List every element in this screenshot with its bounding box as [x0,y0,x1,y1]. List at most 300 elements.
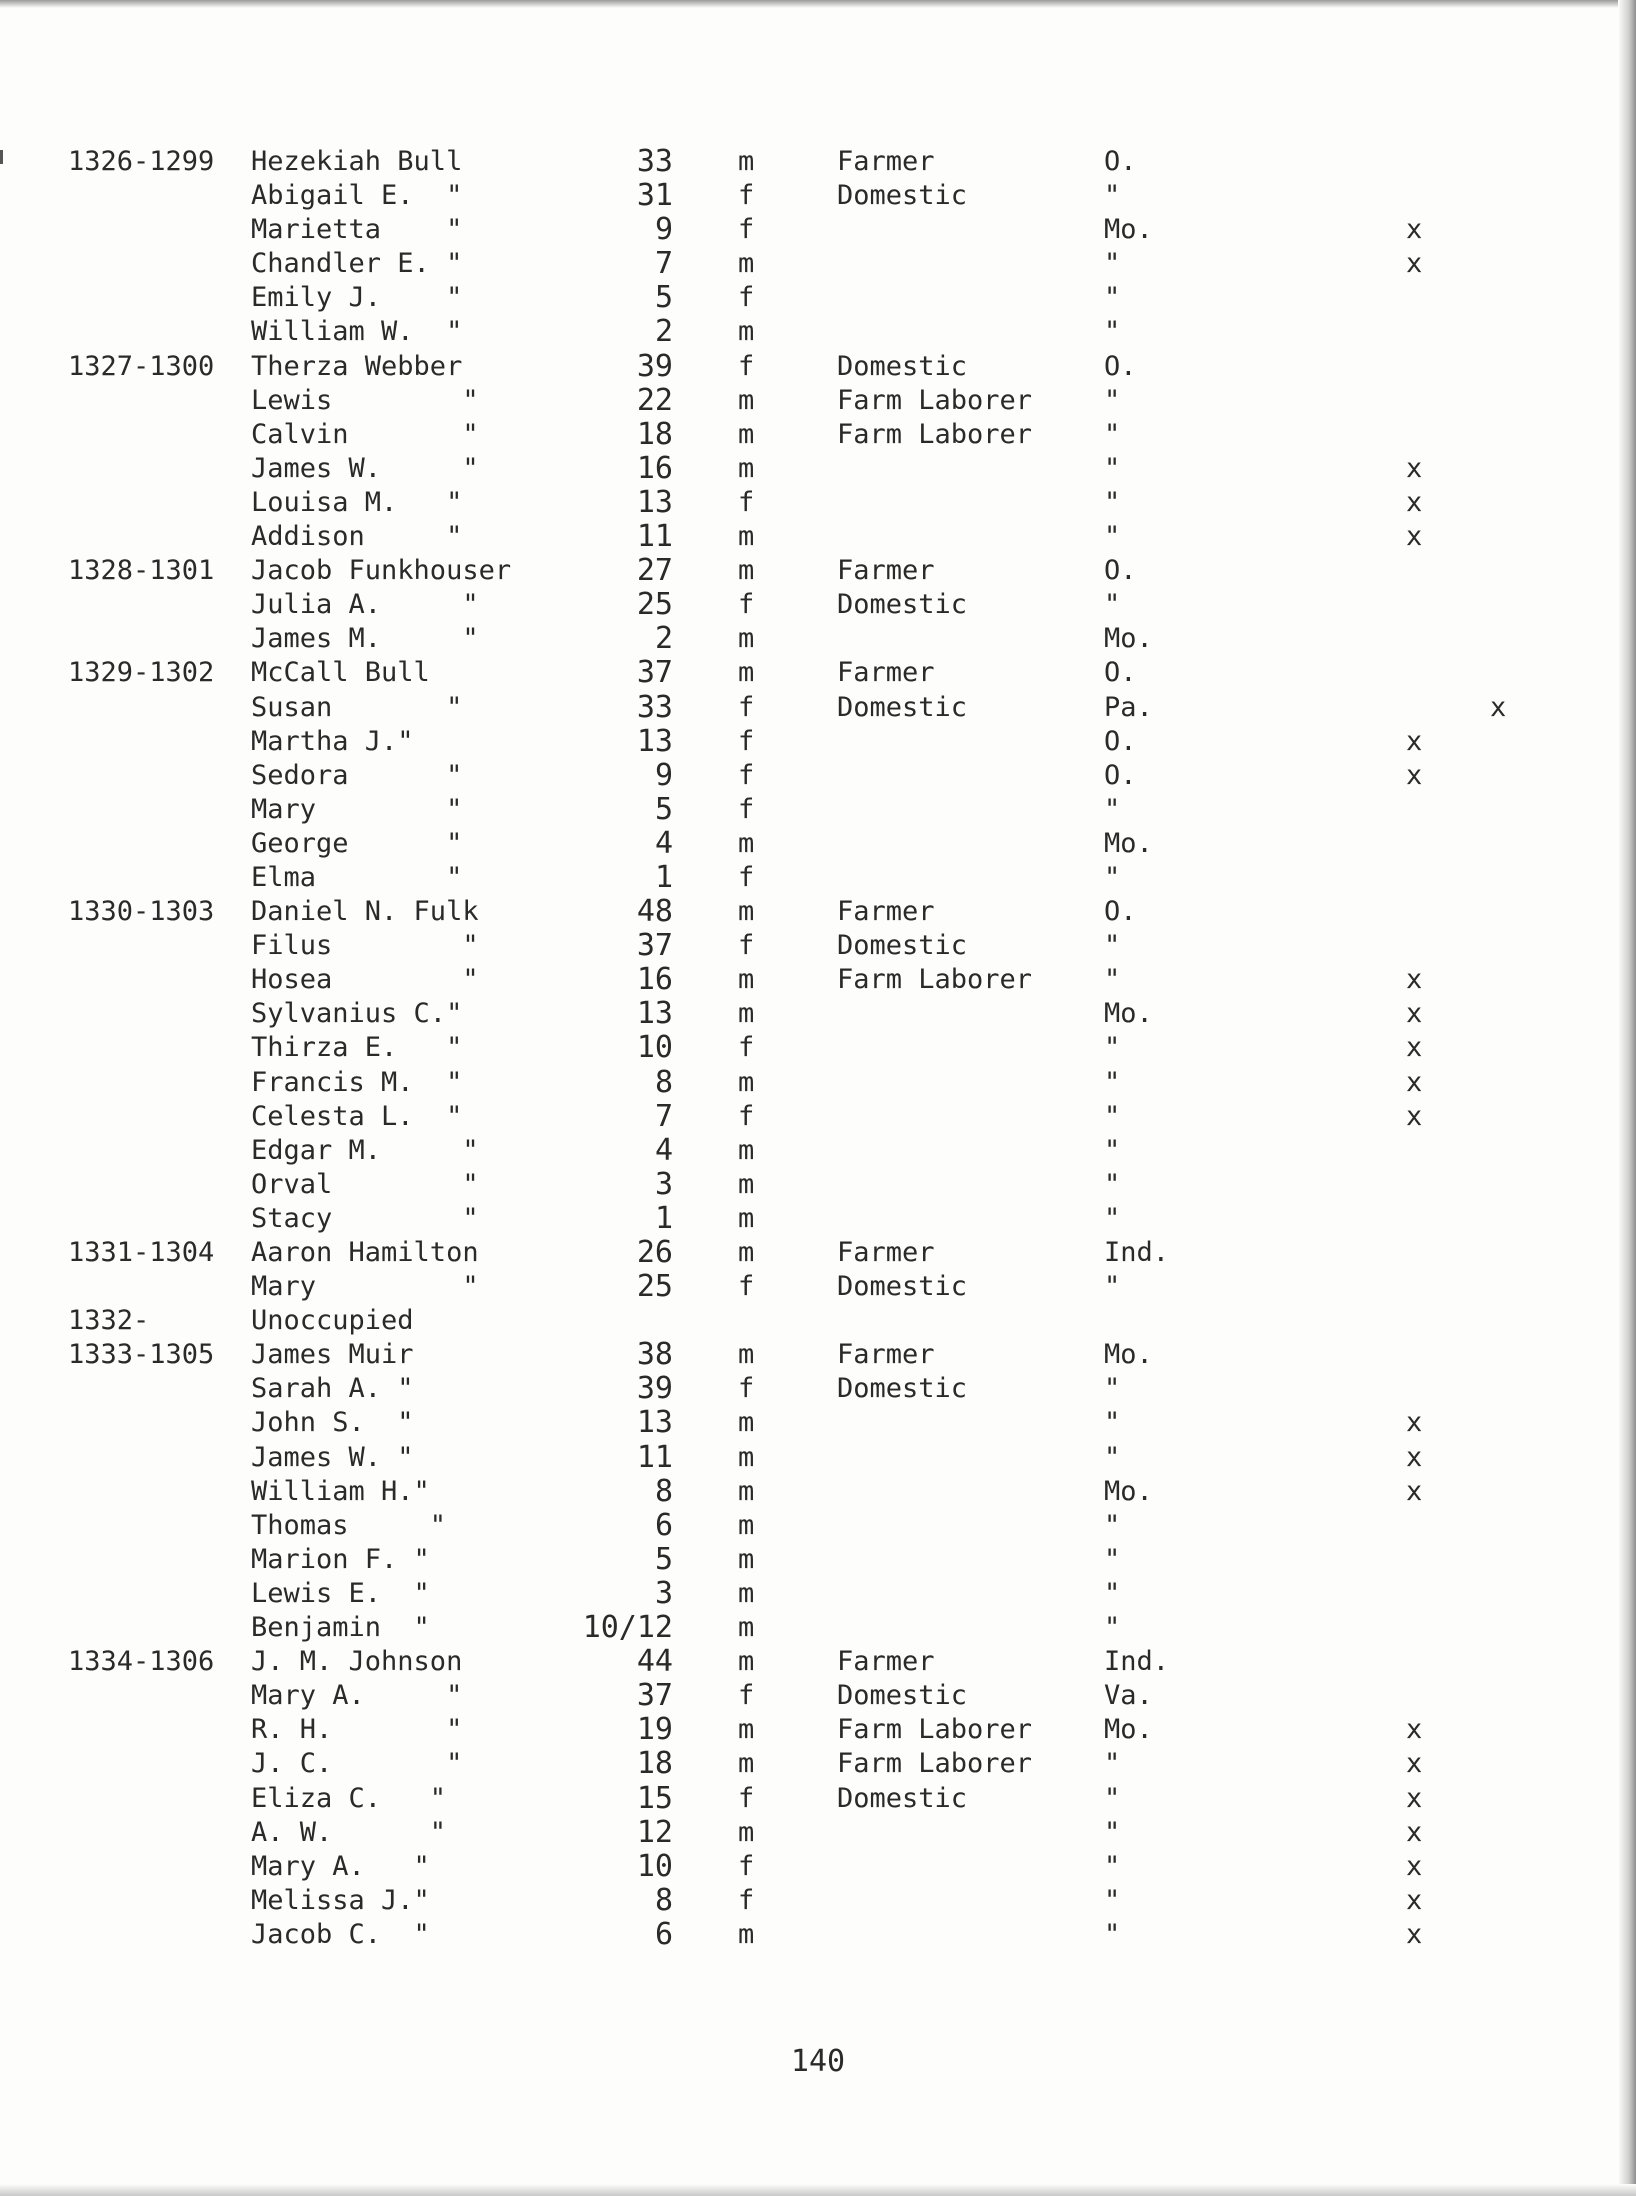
school-mark: x [1406,1407,1423,1439]
table-row [0,656,1620,690]
sex-value: f [738,1850,755,1882]
birthplace-value: O. [1104,657,1137,689]
age-value: 37 [636,928,673,964]
occupation-value: Farmer [837,1339,935,1371]
table-row [0,759,1620,793]
sex-value: f [738,350,755,382]
table-row [0,1782,1620,1816]
school-mark: x [1406,1475,1423,1507]
sex-value: m [738,827,755,859]
age-value: 5 [654,1541,673,1577]
age-value: 15 [636,1780,673,1816]
sex-value: f [738,1100,755,1132]
birthplace-value: " [1104,1441,1121,1473]
table-row [0,1679,1620,1713]
birthplace-value: " [1104,521,1121,553]
sex-value: m [738,146,755,177]
person-name: Hezekiah Bull [251,146,463,177]
age-value: 16 [636,962,673,998]
birthplace-value: " [1104,1202,1121,1234]
school-mark: x [1406,1884,1423,1916]
sex-value: m [738,1202,755,1234]
sex-value: f [738,1884,755,1916]
person-name: James W. " [251,452,479,484]
sex-value: f [738,725,755,757]
birthplace-value: " [1104,1577,1121,1609]
person-name: Benjamin " [251,1612,430,1644]
age-value: 8 [654,1882,673,1918]
birthplace-value: O. [1104,146,1137,177]
school-mark: x [1406,248,1423,280]
table-row [0,1406,1620,1440]
person-name: Mary " [251,1271,479,1303]
sex-value: m [738,1816,755,1848]
person-name: Jacob Funkhouser [251,555,512,587]
occupation-value: Farmer [837,896,935,928]
person-name: J. M. Johnson [251,1646,463,1678]
sex-value: f [738,861,755,893]
person-name: Francis M. " [251,1066,463,1098]
sex-value: m [738,1509,755,1541]
age-value: 19 [636,1712,673,1748]
person-name: Unoccupied [251,1305,414,1337]
extra-mark: x [1490,691,1507,723]
occupation-value: Farm Laborer [837,384,1033,416]
table-row [0,691,1620,725]
person-name: Melissa J." [251,1884,430,1916]
sex-value: f [738,1782,755,1814]
occupation-value: Domestic [837,350,968,382]
birthplace-value: Va. [1104,1680,1153,1712]
table-row [0,247,1620,281]
person-name: James Muir [251,1339,414,1371]
person-name: Sylvanius C." [251,998,463,1030]
age-value: 6 [654,1507,673,1543]
person-name: Edgar M. " [251,1134,479,1166]
person-name: Abigail E. " [251,180,463,212]
sex-value: f [738,1271,755,1303]
age-value: 11 [636,519,673,555]
age-value: 44 [636,1644,673,1680]
person-name: Calvin " [251,418,479,450]
birthplace-value: Mo. [1104,623,1153,655]
dwelling-family-number: 1328-1301 [68,555,215,587]
birthplace-value: " [1104,930,1121,962]
birthplace-value: Pa. [1104,691,1153,723]
page-number: 140 [790,2044,846,2079]
table-row [0,1372,1620,1406]
age-value: 4 [654,1132,673,1168]
sex-value: m [738,1475,755,1507]
age-value: 39 [636,348,673,384]
person-name: Filus " [251,930,479,962]
sex-value: m [738,896,755,928]
age-value: 18 [636,416,673,452]
table-row [0,452,1620,486]
sex-value: m [738,1407,755,1439]
sex-value: m [738,1543,755,1575]
person-name: Mary " [251,793,463,825]
sex-value: f [738,589,755,621]
birthplace-value: " [1104,248,1121,280]
age-value: 27 [636,553,673,589]
age-value: 13 [636,996,673,1032]
table-row [0,145,1620,179]
age-value: 31 [636,178,673,214]
table-row [0,1202,1620,1236]
occupation-value: Domestic [837,930,968,962]
birthplace-value: " [1104,180,1121,212]
scan-right-edge [1618,0,1636,2196]
table-row [0,1168,1620,1202]
sex-value: m [738,418,755,450]
school-mark: x [1406,1748,1423,1780]
person-name: James M. " [251,623,479,655]
birthplace-value: " [1104,1373,1121,1405]
person-name: Jacob C. " [251,1918,430,1950]
birthplace-value: " [1104,384,1121,416]
age-value: 3 [654,1166,673,1202]
person-name: Eliza C. " [251,1782,447,1814]
table-row [0,1236,1620,1270]
table-row [0,895,1620,929]
school-mark: x [1406,486,1423,518]
sex-value: f [738,759,755,791]
age-value: 1 [654,859,673,895]
sex-value: m [738,1339,755,1371]
birthplace-value: Ind. [1104,1237,1170,1268]
age-value: 18 [636,1746,673,1782]
table-row [0,315,1620,349]
sex-value: m [738,1441,755,1473]
person-name: Martha J." [251,725,414,757]
person-name: William W. " [251,316,463,348]
age-value: 10 [636,1030,673,1066]
table-row [0,1884,1620,1918]
person-name: James W. " [251,1441,414,1473]
school-mark: x [1406,1714,1423,1746]
birthplace-value: " [1104,1782,1121,1814]
sex-value: m [738,316,755,348]
age-value: 12 [636,1814,673,1850]
birthplace-value: " [1104,1100,1121,1132]
person-name: Sarah A. " [251,1373,414,1405]
dwelling-family-number: 1331-1304 [68,1237,215,1268]
age-value: 6 [654,1916,673,1952]
table-row [0,622,1620,656]
table-row [0,554,1620,588]
dwelling-family-number: 1330-1303 [68,896,215,928]
person-name: Orval " [251,1168,479,1200]
birthplace-value: O. [1104,350,1137,382]
table-row [0,793,1620,827]
table-row [0,520,1620,554]
table-row [0,1816,1620,1850]
birthplace-value: " [1104,1918,1121,1950]
birthplace-value: " [1104,793,1121,825]
age-value: 9 [654,757,673,793]
person-name: Addison " [251,521,463,553]
dwelling-family-number: 1333-1305 [68,1339,215,1371]
table-row [0,179,1620,213]
occupation-value: Farm Laborer [837,1748,1033,1780]
person-name: Louisa M. " [251,486,463,518]
person-name: Lewis " [251,384,479,416]
table-row [0,1850,1620,1884]
age-value: 33 [636,144,673,179]
age-value: 7 [654,246,673,282]
birthplace-value: Mo. [1104,1339,1153,1371]
birthplace-value: " [1104,1816,1121,1848]
table-row [0,418,1620,452]
person-name: Daniel N. Fulk [251,896,479,928]
sex-value: m [738,555,755,587]
birthplace-value: " [1104,1407,1121,1439]
table-row [0,1066,1620,1100]
sex-value: f [738,282,755,314]
sex-value: f [738,486,755,518]
birthplace-value: " [1104,486,1121,518]
occupation-value: Farm Laborer [837,418,1033,450]
birthplace-value: Ind. [1104,1646,1170,1678]
age-value: 13 [636,1405,673,1441]
birthplace-value: Mo. [1104,1475,1153,1507]
occupation-value: Farmer [837,555,935,587]
table-row [0,1611,1620,1645]
birthplace-value: " [1104,1612,1121,1644]
sex-value: f [738,214,755,246]
birthplace-value: " [1104,452,1121,484]
sex-value: m [738,1748,755,1780]
birthplace-value: " [1104,589,1121,621]
age-value: 39 [636,1371,673,1407]
table-row [0,1338,1620,1372]
table-row [0,963,1620,997]
age-value: 1 [654,1200,673,1236]
person-name: R. H. " [251,1714,463,1746]
scan-bottom-edge [0,2184,1636,2196]
person-name: Mary A. " [251,1850,430,1882]
census-table [0,145,1620,1952]
sex-value: m [738,1134,755,1166]
birthplace-value: " [1104,861,1121,893]
table-row [0,588,1620,622]
table-row [0,1475,1620,1509]
age-value: 11 [636,1439,673,1475]
sex-value: m [738,1237,755,1268]
table-row [0,1577,1620,1611]
person-name: Therza Webber [251,350,463,382]
dwelling-family-number: 1329-1302 [68,657,215,689]
person-name: Susan " [251,691,463,723]
person-name: Marietta " [251,214,463,246]
table-row [0,827,1620,861]
person-name: A. W. " [251,1816,447,1848]
table-row [0,1645,1620,1679]
birthplace-value: " [1104,1543,1121,1575]
table-row [0,725,1620,759]
birthplace-value: O. [1104,555,1137,587]
birthplace-value: " [1104,1509,1121,1541]
person-name: Julia A. " [251,589,479,621]
birthplace-value: " [1104,316,1121,348]
sex-value: f [738,1680,755,1712]
sex-value: m [738,964,755,996]
occupation-value: Domestic [837,1373,968,1405]
sex-value: f [738,793,755,825]
age-value: 26 [636,1235,673,1270]
school-mark: x [1406,214,1423,246]
person-name: Thomas " [251,1509,447,1541]
school-mark: x [1406,998,1423,1030]
sex-value: m [738,521,755,553]
person-name: Emily J. " [251,282,463,314]
occupation-value: Farm Laborer [837,964,1033,996]
birthplace-value: " [1104,1884,1121,1916]
table-row [0,1713,1620,1747]
age-value: 9 [654,212,673,248]
age-value: 25 [636,587,673,623]
table-row [0,213,1620,247]
school-mark: x [1406,452,1423,484]
age-value: 7 [654,1098,673,1134]
age-value: 2 [654,314,673,350]
table-row [0,281,1620,315]
table-row [0,350,1620,384]
dwelling-family-number: 1326-1299 [68,146,215,177]
birthplace-value: " [1104,964,1121,996]
school-mark: x [1406,1066,1423,1098]
sex-value: m [738,452,755,484]
school-mark: x [1406,1816,1423,1848]
person-name: John S. " [251,1407,414,1439]
table-row [0,384,1620,418]
sex-value: m [738,384,755,416]
person-name: Elma " [251,861,463,893]
age-value: 25 [636,1269,673,1305]
person-name: Mary A. " [251,1680,463,1712]
table-row [0,1304,1620,1338]
sex-value: m [738,998,755,1030]
table-row [0,997,1620,1031]
sex-value: m [738,1714,755,1746]
school-mark: x [1406,1441,1423,1473]
occupation-value: Domestic [837,180,968,212]
occupation-value: Domestic [837,1782,968,1814]
person-name: Chandler E. " [251,248,463,280]
occupation-value: Farmer [837,657,935,689]
occupation-value: Farmer [837,1237,935,1268]
birthplace-value: " [1104,1168,1121,1200]
sex-value: m [738,657,755,689]
school-mark: x [1406,1782,1423,1814]
sex-value: m [738,1577,755,1609]
birthplace-value: " [1104,1271,1121,1303]
person-name: Sedora " [251,759,463,791]
age-value: 38 [636,1337,673,1373]
table-row [0,486,1620,520]
school-mark: x [1406,1032,1423,1064]
person-name: Thirza E. " [251,1032,463,1064]
occupation-value: Domestic [837,691,968,723]
person-name: Marion F. " [251,1543,430,1575]
table-row [0,1031,1620,1065]
table-row [0,861,1620,895]
age-value: 16 [636,450,673,486]
age-value: 13 [636,723,673,759]
birthplace-value: O. [1104,759,1137,791]
school-mark: x [1406,1918,1423,1950]
birthplace-value: Mo. [1104,827,1153,859]
age-value: 8 [654,1064,673,1100]
age-value: 22 [636,382,673,418]
occupation-value: Domestic [837,1271,968,1303]
age-value: 8 [654,1473,673,1509]
birthplace-value: " [1104,1748,1121,1780]
sex-value: m [738,1646,755,1678]
birthplace-value: O. [1104,725,1137,757]
person-name: Lewis E. " [251,1577,430,1609]
sex-value: f [738,180,755,212]
person-name: J. C. " [251,1748,463,1780]
school-mark: x [1406,1100,1423,1132]
table-row [0,1270,1620,1304]
dwelling-family-number: 1327-1300 [68,350,215,382]
table-row [0,1543,1620,1577]
school-mark: x [1406,1850,1423,1882]
age-value: 10 [636,1848,673,1884]
sex-value: f [738,930,755,962]
age-value: 37 [636,655,673,691]
age-value: 33 [636,689,673,725]
birthplace-value: " [1104,1134,1121,1166]
school-mark: x [1406,964,1423,996]
table-row [0,1918,1620,1952]
age-value: 2 [654,621,673,657]
birthplace-value: " [1104,1850,1121,1882]
age-value: 5 [654,280,673,316]
age-value: 48 [636,894,673,930]
school-mark: x [1406,759,1423,791]
school-mark: x [1406,725,1423,757]
person-name: William H." [251,1475,430,1507]
table-row [0,1134,1620,1168]
dwelling-family-number: 1334-1306 [68,1646,215,1678]
age-value: 10/12 [582,1610,673,1646]
sex-value: f [738,1373,755,1405]
occupation-value: Domestic [837,589,968,621]
person-name: Celesta L. " [251,1100,463,1132]
occupation-value: Farmer [837,1646,935,1678]
occupation-value: Farmer [837,146,935,177]
dwelling-family-number: 1332- [68,1305,150,1337]
sex-value: m [738,1168,755,1200]
sex-value: m [738,248,755,280]
sex-value: m [738,623,755,655]
person-name: George " [251,827,463,859]
sex-value: m [738,1066,755,1098]
age-value: 4 [654,825,673,861]
person-name: McCall Bull [251,657,430,689]
birthplace-value: Mo. [1104,1714,1153,1746]
school-mark: x [1406,521,1423,553]
age-value: 5 [654,791,673,827]
birthplace-value: " [1104,1066,1121,1098]
sex-value: f [738,691,755,723]
table-row [0,1100,1620,1134]
occupation-value: Domestic [837,1680,968,1712]
birthplace-value: Mo. [1104,214,1153,246]
